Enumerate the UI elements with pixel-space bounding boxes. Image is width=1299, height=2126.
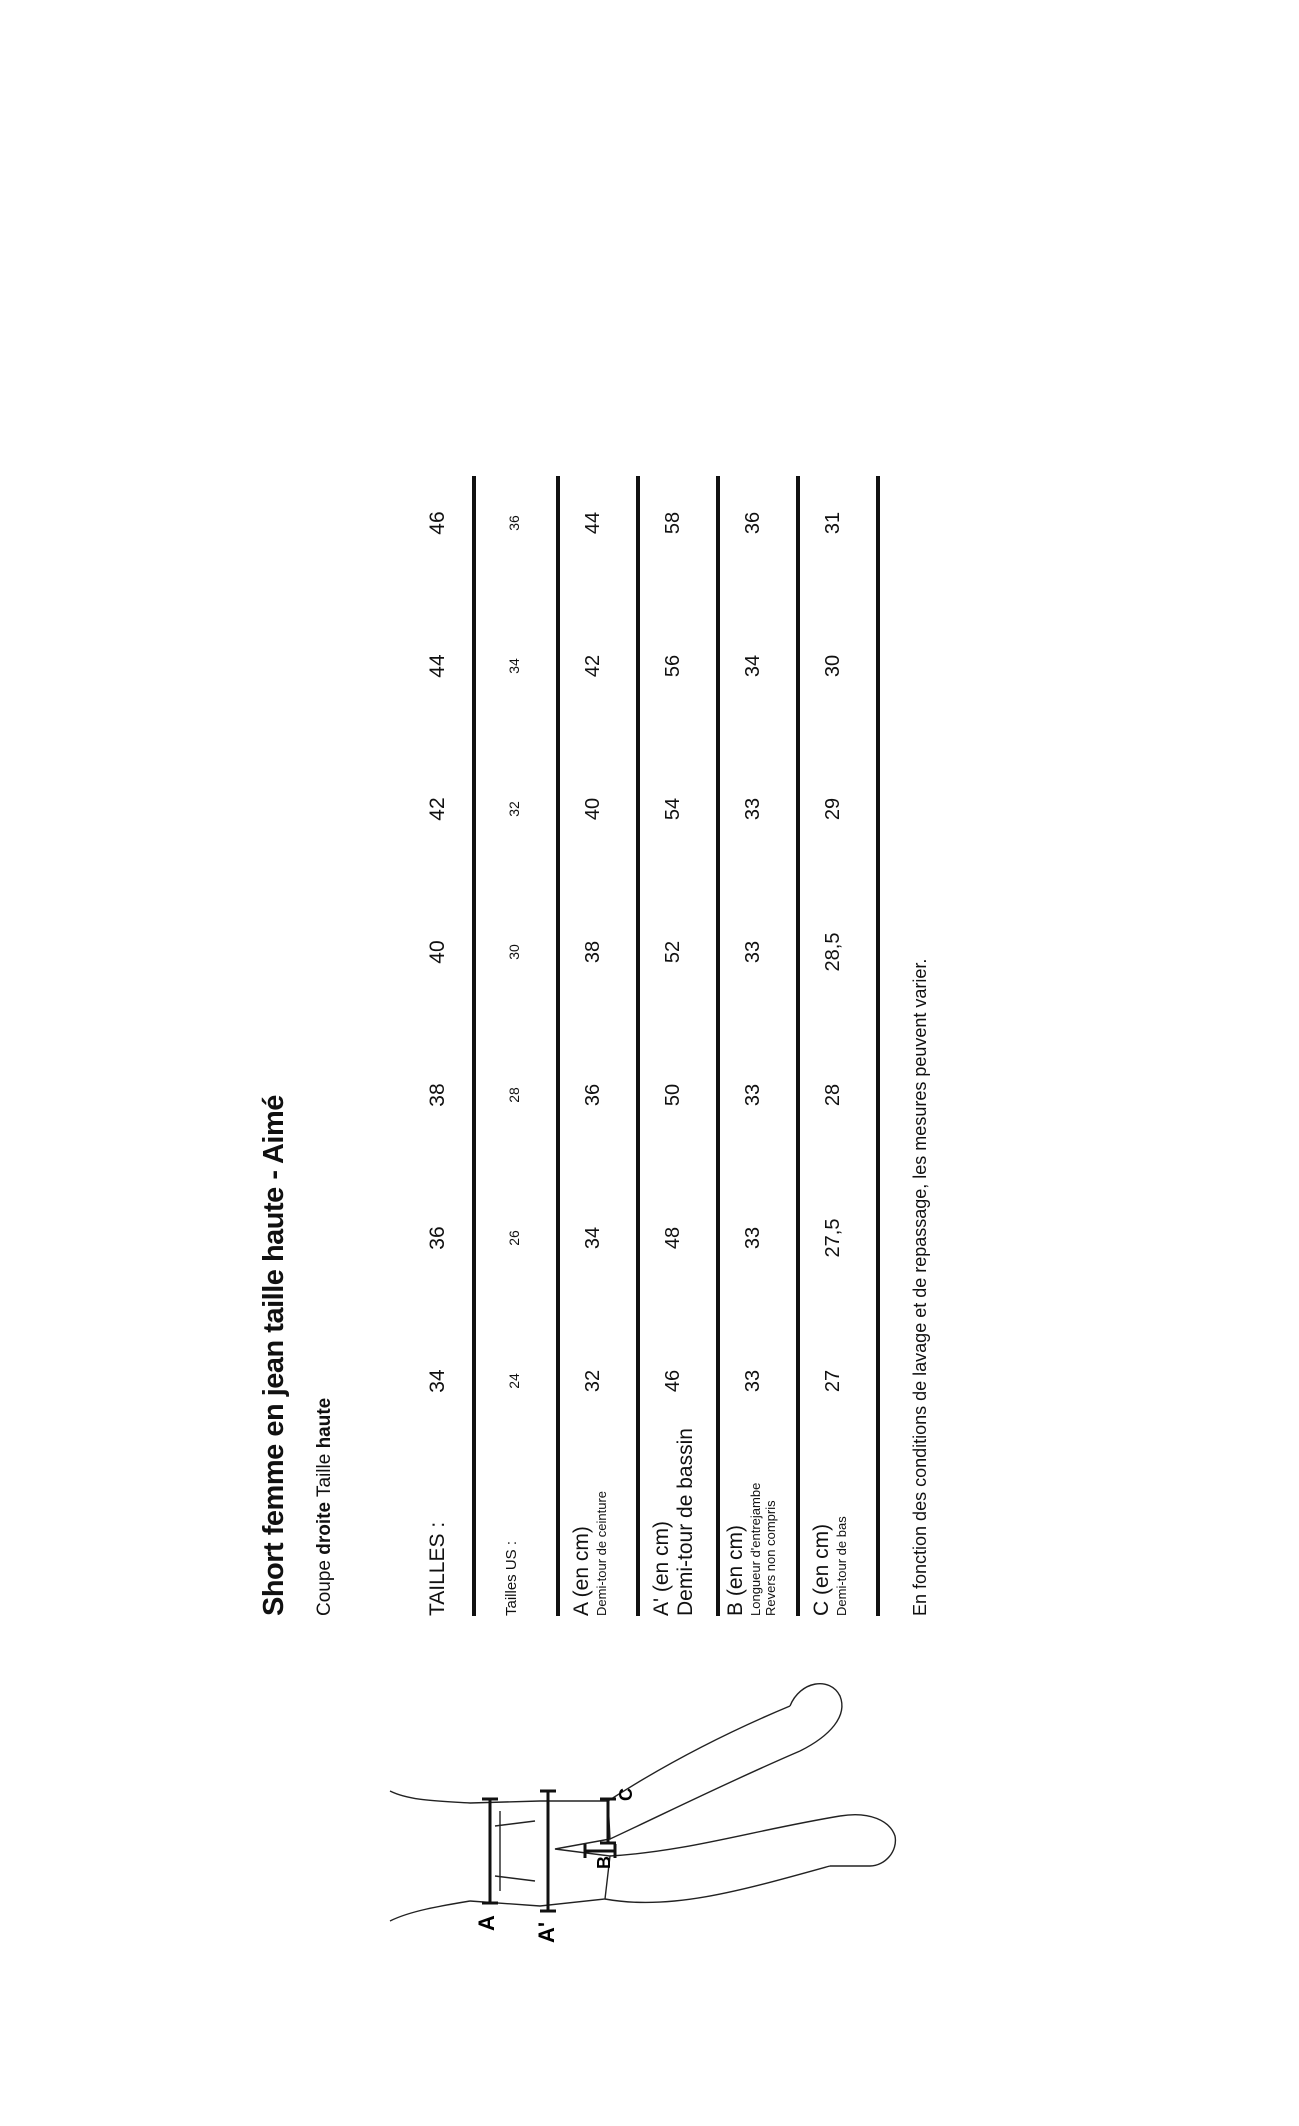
- table-cell: 30: [822, 654, 844, 678]
- row-sublabel: Revers non compris: [763, 1500, 778, 1616]
- table-cell: 28,5: [822, 932, 844, 972]
- table-cell: 52: [662, 940, 684, 964]
- size-header-cell: 38: [426, 1083, 449, 1107]
- row-header: [810, 1516, 849, 1616]
- table-cell: 32: [506, 801, 522, 817]
- row-header: [724, 1483, 778, 1616]
- row-header: [570, 1491, 609, 1616]
- table-cell: 33: [742, 1369, 764, 1393]
- size-header-cell: 40: [426, 940, 449, 964]
- row-label: B (en cm): [724, 1524, 747, 1616]
- subtitle-middle: Taille: [314, 1448, 335, 1502]
- table-cell: 34: [506, 658, 522, 674]
- table-cell: 48: [662, 1226, 684, 1250]
- row-header: [504, 1541, 519, 1616]
- table-cell: 36: [742, 511, 764, 535]
- table-cell: 26: [506, 1230, 522, 1246]
- marker-label-a-prime: A': [534, 1921, 559, 1943]
- table-cell: 34: [742, 654, 764, 678]
- table-cell: 33: [742, 797, 764, 821]
- marker-label-b: B: [594, 1856, 614, 1869]
- table-cell: 27: [822, 1369, 844, 1393]
- page-subtitle: [314, 1398, 336, 1616]
- table-cell: 58: [662, 511, 684, 535]
- table-header-row: [410, 476, 470, 1616]
- table-cell: 32: [582, 1369, 604, 1393]
- table-cell: 44: [582, 511, 604, 535]
- table-cell: 34: [582, 1226, 604, 1250]
- size-header-cell: 34: [426, 1369, 449, 1393]
- figure-outline-lines: [390, 1684, 895, 1921]
- row-header: [650, 1428, 698, 1616]
- table-cell: 56: [662, 654, 684, 678]
- table-cell: 54: [662, 797, 684, 821]
- page-title: Short femme en jean taille haute - Aimé: [258, 1095, 290, 1616]
- subtitle-prefix: Coupe: [314, 1554, 335, 1616]
- table-row: [476, 476, 556, 1616]
- subtitle-rise: haute: [314, 1397, 335, 1449]
- table-cell: 33: [742, 1083, 764, 1107]
- size-header-cell: 46: [426, 511, 449, 535]
- size-header-cell: 44: [426, 654, 449, 678]
- table-cell: 40: [582, 797, 604, 821]
- table-row: [556, 476, 636, 1616]
- table-cell: 33: [742, 940, 764, 964]
- footnote: En fonction des conditions de lavage et de repassage, les mesures peuvent varier.: [910, 958, 930, 1616]
- row-label: A' (en cm): [650, 1520, 673, 1616]
- shorts-illustration: [370, 1631, 930, 1951]
- table-cell: 24: [506, 1373, 522, 1389]
- table-cell: 33: [742, 1226, 764, 1250]
- table-cell: 28: [506, 1087, 522, 1103]
- table-cell: 30: [506, 944, 522, 960]
- row-sublabel: Demi-tour de bas: [834, 1516, 849, 1616]
- measurement-markers: [482, 1791, 616, 1911]
- row-label: Tailles US :: [503, 1540, 520, 1616]
- table-cell: 46: [662, 1369, 684, 1393]
- marker-label-c: C: [616, 1788, 636, 1801]
- row-sublabel: Demi-tour de bassin: [674, 1428, 697, 1616]
- table-cell: 28: [822, 1083, 844, 1107]
- table-row: [636, 476, 716, 1616]
- table-cell: 31: [822, 511, 844, 535]
- subtitle-fit: droite: [314, 1501, 335, 1555]
- table-cell: 42: [582, 654, 604, 678]
- row-sublabel: Demi-tour de ceinture: [594, 1491, 609, 1616]
- table-cell: 36: [582, 1083, 604, 1107]
- table-cell: 38: [582, 940, 604, 964]
- size-header-cell: 42: [426, 797, 449, 821]
- row-label: C (en cm): [810, 1523, 833, 1616]
- table-cell: 36: [506, 515, 522, 531]
- table-row: [716, 476, 796, 1616]
- table-row: [796, 476, 876, 1616]
- row-label: A (en cm): [570, 1526, 593, 1616]
- table-rule: [876, 476, 880, 1616]
- size-header-cell: 36: [426, 1226, 449, 1250]
- table-cell: 29: [822, 797, 844, 821]
- table-cell: 27,5: [822, 1218, 844, 1258]
- row-sublabel: Longueur d'entrejambe: [748, 1482, 763, 1616]
- marker-label-a: A: [474, 1915, 499, 1931]
- table-cell: 50: [662, 1083, 684, 1107]
- sizes-label: TAILLES :: [426, 1521, 449, 1616]
